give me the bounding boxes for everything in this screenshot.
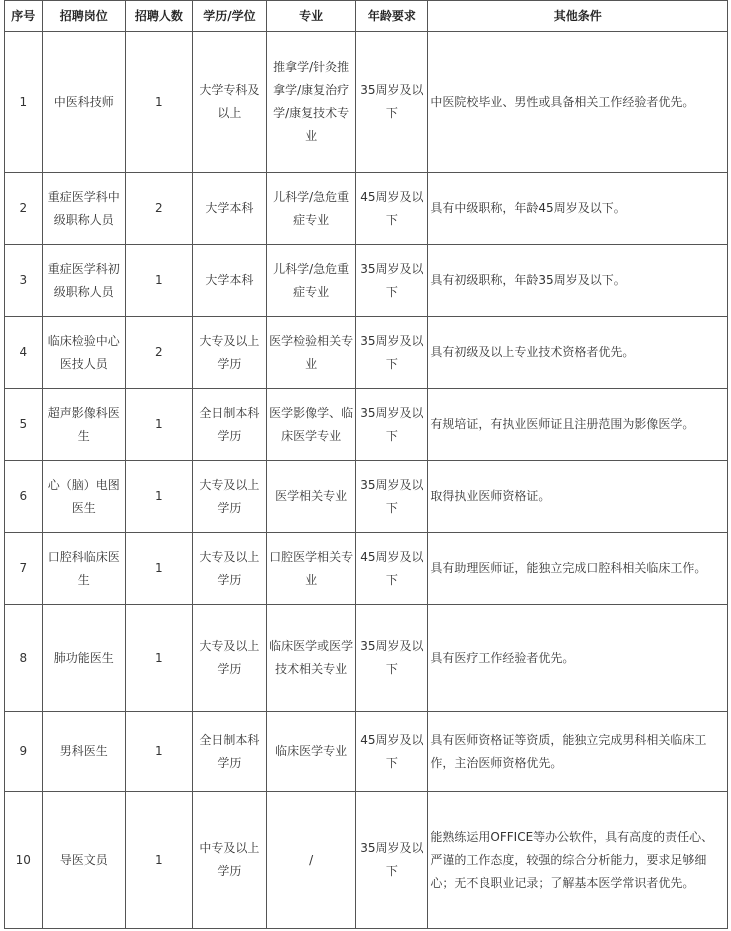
- header-major: 专业: [266, 1, 355, 32]
- cell-count: 1: [125, 461, 192, 533]
- cell-major: 医学检验相关专业: [266, 317, 355, 389]
- header-no: 序号: [5, 1, 43, 32]
- table-row: [5, 461, 728, 533]
- cell-no: 10: [5, 792, 43, 929]
- cell-major: 口腔医学相关专业: [266, 533, 355, 605]
- recruitment-table: [4, 0, 728, 929]
- cell-no: 5: [5, 389, 43, 461]
- cell-age: 35周岁及以下: [356, 32, 428, 173]
- cell-no: 3: [5, 245, 43, 317]
- cell-count: 1: [125, 792, 192, 929]
- cell-education: 大学本科: [192, 245, 266, 317]
- cell-major: 儿科学/急危重症专业: [266, 173, 355, 245]
- cell-condition: 具有医疗工作经验者优先。: [428, 605, 728, 712]
- header-row: [5, 1, 728, 32]
- header-education: 学历/学位: [192, 1, 266, 32]
- header-age: 年龄要求: [356, 1, 428, 32]
- cell-no: 1: [5, 32, 43, 173]
- cell-condition: 具有初级及以上专业技术资格者优先。: [428, 317, 728, 389]
- cell-age: 45周岁及以下: [356, 533, 428, 605]
- table-row: [5, 173, 728, 245]
- cell-position: 重症医学科中级职称人员: [42, 173, 125, 245]
- cell-age: 35周岁及以下: [356, 792, 428, 929]
- table-row: [5, 32, 728, 173]
- cell-count: 1: [125, 533, 192, 605]
- cell-count: 2: [125, 173, 192, 245]
- cell-count: 1: [125, 605, 192, 712]
- cell-age: 35周岁及以下: [356, 389, 428, 461]
- cell-count: 2: [125, 317, 192, 389]
- cell-education: 中专及以上学历: [192, 792, 266, 929]
- cell-position: 男科医生: [42, 712, 125, 792]
- table-row: [5, 792, 728, 929]
- cell-position: 中医科技师: [42, 32, 125, 173]
- cell-education: 大专及以上学历: [192, 317, 266, 389]
- cell-education: 全日制本科学历: [192, 389, 266, 461]
- cell-condition: 中医院校毕业、男性或具备相关工作经验者优先。: [428, 32, 728, 173]
- cell-position: 临床检验中心医技人员: [42, 317, 125, 389]
- table-row: [5, 533, 728, 605]
- cell-no: 6: [5, 461, 43, 533]
- cell-count: 1: [125, 32, 192, 173]
- cell-no: 8: [5, 605, 43, 712]
- cell-position: 导医文员: [42, 792, 125, 929]
- cell-condition: 具有中级职称，年龄45周岁及以下。: [428, 173, 728, 245]
- cell-condition: 取得执业医师资格证。: [428, 461, 728, 533]
- header-count: 招聘人数: [125, 1, 192, 32]
- cell-condition: 具有医师资格证等资质，能独立完成男科相关临床工作，主治医师资格优先。: [428, 712, 728, 792]
- cell-position: 重症医学科初级职称人员: [42, 245, 125, 317]
- cell-major: 儿科学/急危重症专业: [266, 245, 355, 317]
- cell-major: /: [266, 792, 355, 929]
- cell-major: 医学相关专业: [266, 461, 355, 533]
- cell-no: 2: [5, 173, 43, 245]
- header-position: 招聘岗位: [42, 1, 125, 32]
- cell-age: 45周岁及以下: [356, 712, 428, 792]
- cell-condition: 具有初级职称，年龄35周岁及以下。: [428, 245, 728, 317]
- cell-no: 9: [5, 712, 43, 792]
- cell-education: 大学本科: [192, 173, 266, 245]
- cell-major: 医学影像学、临床医学专业: [266, 389, 355, 461]
- cell-position: 口腔科临床医生: [42, 533, 125, 605]
- cell-major: 临床医学或医学技术相关专业: [266, 605, 355, 712]
- cell-major: 推拿学/针灸推拿学/康复治疗学/康复技术专业: [266, 32, 355, 173]
- cell-education: 全日制本科学历: [192, 712, 266, 792]
- cell-condition: 有规培证，有执业医师证且注册范围为影像医学。: [428, 389, 728, 461]
- cell-no: 7: [5, 533, 43, 605]
- cell-age: 35周岁及以下: [356, 605, 428, 712]
- cell-major: 临床医学专业: [266, 712, 355, 792]
- table-row: [5, 245, 728, 317]
- cell-count: 1: [125, 389, 192, 461]
- cell-age: 35周岁及以下: [356, 317, 428, 389]
- table-row: [5, 605, 728, 712]
- cell-condition: 具有助理医师证，能独立完成口腔科相关临床工作。: [428, 533, 728, 605]
- cell-count: 1: [125, 712, 192, 792]
- header-condition: 其他条件: [428, 1, 728, 32]
- cell-position: 心（脑）电图医生: [42, 461, 125, 533]
- table-row: [5, 712, 728, 792]
- cell-education: 大专及以上学历: [192, 533, 266, 605]
- table-row: [5, 317, 728, 389]
- cell-education: 大专及以上学历: [192, 461, 266, 533]
- cell-age: 35周岁及以下: [356, 461, 428, 533]
- cell-age: 45周岁及以下: [356, 173, 428, 245]
- cell-education: 大专及以上学历: [192, 605, 266, 712]
- cell-education: 大学专科及以上: [192, 32, 266, 173]
- cell-age: 35周岁及以下: [356, 245, 428, 317]
- cell-condition: 能熟练运用OFFICE等办公软件，具有高度的责任心、严谨的工作态度，较强的综合分析能力，要求足够细心；无不良职业记录；了解基本医学常识者优先。: [428, 792, 728, 929]
- cell-position: 超声影像科医生: [42, 389, 125, 461]
- cell-count: 1: [125, 245, 192, 317]
- cell-position: 肺功能医生: [42, 605, 125, 712]
- table-row: [5, 389, 728, 461]
- cell-no: 4: [5, 317, 43, 389]
